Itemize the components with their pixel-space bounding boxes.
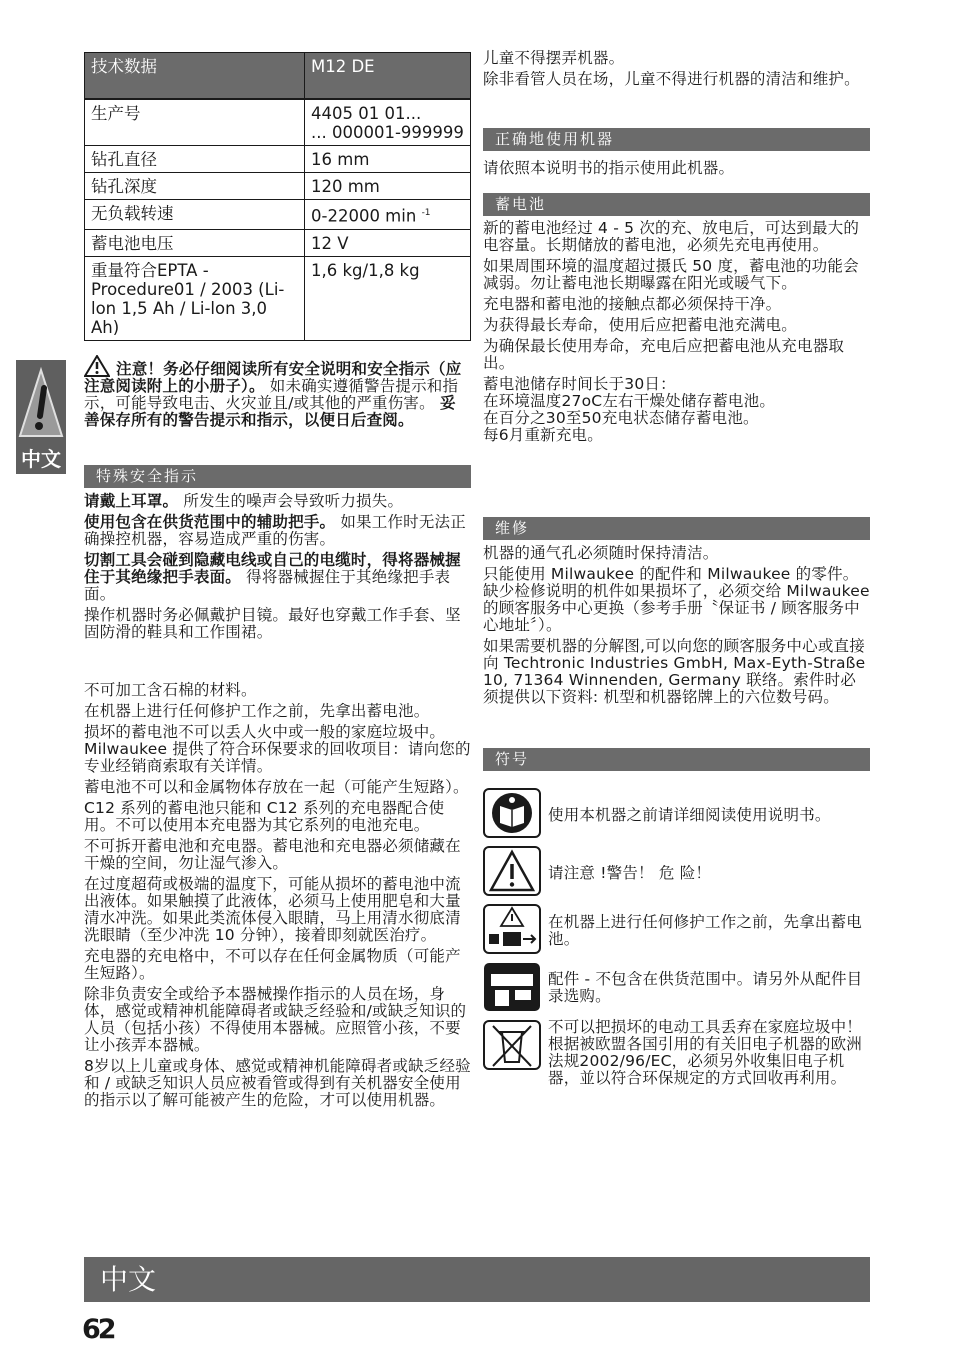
battery-content xyxy=(483,220,870,444)
section-header-battery: 蓄电池 xyxy=(483,193,870,216)
paragraph: 如果周围环境的温度超过摄氏 50 度，蓄电池的功能会减弱。勿让蓄电池长期曝露在阳光或暖气下。 xyxy=(483,257,859,292)
accessory-icon xyxy=(483,962,541,1012)
general-warning xyxy=(84,355,471,429)
paragraph: 除非看管人员在场，儿童不得进行机器的清洁和维护。 xyxy=(483,70,860,88)
spec-value: 120 mm xyxy=(305,173,471,200)
paragraph: 新的蓄电池经过 4 - 5 次的充、放电后，可达到最大的电容量。长期储放的蓄电池，必须先充电再使用。 xyxy=(483,219,860,254)
symbol-text: 使用本机器之前请详细阅读使用说明书。 xyxy=(548,806,831,824)
spec-label: 重量符合EPTA - Procedure01 / 2003 (Li-lon 1,5 Ah / Li-lon 3,0 Ah) xyxy=(85,256,305,340)
maintenance-content xyxy=(483,545,870,706)
table-row xyxy=(85,99,471,146)
symbol-text: 配件 - 不包含在供货范围中。请另外从配件目录选购。 xyxy=(548,970,863,1005)
right-top-paragraphs xyxy=(483,50,870,88)
spec-label: 钻孔深度 xyxy=(85,173,305,200)
safety-text: 所发生的噪声会导致听力损失。 xyxy=(183,492,404,510)
warning-triangle-icon xyxy=(483,846,541,896)
side-tab-label: 中文 xyxy=(21,447,61,471)
speed-unit-exponent: -1 xyxy=(421,208,431,218)
spec-label: 钻孔直径 xyxy=(85,146,305,173)
remove-battery-icon xyxy=(483,904,541,954)
section-header-maintenance: 维修 xyxy=(483,517,870,540)
correct-use-text: 请依照本说明书的指示使用此机器。 xyxy=(483,159,735,177)
paragraph: 机器的通气孔必须随时保持清洁。 xyxy=(483,544,719,562)
safety-bold: 请戴上耳罩。 xyxy=(84,492,179,510)
paragraph: 8岁以上儿童或身体、感觉或精神机能障碍者或缺乏经验和 / 或缺乏知识人员应被看管或得到有关机器安全使用的指示以了解可能被产生的危险，才可以使用机器。 xyxy=(84,1057,471,1109)
spec-value: 12 V xyxy=(305,229,471,256)
table-row xyxy=(85,200,471,230)
table-row xyxy=(85,173,471,200)
section-header-symbols: 符号 xyxy=(483,748,870,771)
spec-header-model: M12 DE xyxy=(305,53,471,100)
warning-bold-intro: 注意！务必仔细阅读所有安全说明和安全指示（应注意阅读附上的小册子）。 xyxy=(84,360,462,395)
warning-exclamation-icon xyxy=(18,366,64,440)
paragraph: 蓄电池不可以和金属物体存放在一起（可能产生短路）。 xyxy=(84,778,469,796)
storage-line: 在环境温度27oC左右干燥处储存蓄电池。 xyxy=(483,392,776,410)
warning-triangle-icon xyxy=(84,355,110,377)
spec-label: 无负载转速 xyxy=(85,200,305,230)
paragraph: 为获得最长寿命，使用后应把蓄电池充满电。 xyxy=(483,316,798,334)
paragraph: 除非负责安全或给予本器械操作指示的人员在场，身体，感觉或精神机能障碍者或缺乏经验和/或缺乏知识的人员（包括小孩）不得使用本器械。应照管小孩，不要让小孩弄本器械。 xyxy=(84,985,467,1054)
safety-paragraph: 操作机器时务必佩戴护目镜。最好也穿戴工作手套、坚固防滑的鞋具和工作围裙。 xyxy=(84,606,461,641)
section-header-correct-use: 正确地使用机器 xyxy=(483,128,870,151)
safety-paragraph xyxy=(84,514,471,548)
storage-line: 每6月重新充电。 xyxy=(483,426,603,444)
paragraph: 只能使用 Milwaukee 的配件和 Milwaukee 的零件。缺少检修说明的机件如果损坏了，必须交给 Milwaukee 的顾客服务中心更换（参考手册〝保证书 / 顾客服务中心地址〞）。 xyxy=(483,565,870,634)
symbol-text: 不可以把损坏的电动工具丢弃在家庭垃圾中！根据被欧盟各国引用的有关旧电子机器的欧洲法规2002/96/EC，必须另外收集旧电子机器，並以符合环保规定的方式回收再利用。 xyxy=(548,1018,863,1087)
safety-paragraph xyxy=(84,493,471,510)
spec-label: 蓄电池电压 xyxy=(85,229,305,256)
paragraph: 充电器的充电格中，不可以存在任何金属物质（可能产生短路）。 xyxy=(84,947,461,982)
paragraph: 为确保最长使用寿命，充电后应把蓄电池从充电器取出。 xyxy=(483,337,845,372)
spec-table xyxy=(84,52,471,341)
warning-bold-keep: 妥善保存所有的警告提示和指示，以便日后查阅。 xyxy=(84,394,456,429)
language-side-tab xyxy=(16,360,66,474)
safety-text: 得将器械握住于其绝缘把手表面。 xyxy=(84,568,451,603)
spec-value xyxy=(305,200,471,230)
weee-bin-icon xyxy=(483,1020,541,1070)
paragraph: C12 系列的蓄电池只能和 C12 系列的充电器配合使用。不可以使用本充电器为其它系列的电池充电。 xyxy=(84,799,445,834)
safety-paragraph xyxy=(84,552,471,603)
paragraph: 充电器和蓄电池的接触点都必须保持干净。 xyxy=(483,295,782,313)
special-safety-content xyxy=(84,493,471,641)
symbol-text: 请注意 !警告！ 危 险！ xyxy=(548,864,712,882)
section-header-special-safety: 特殊安全指示 xyxy=(84,465,471,488)
footer-language-bar xyxy=(84,1257,870,1302)
speed-value: 0-22000 min xyxy=(311,206,417,226)
paragraph: 如果需要机器的分解图,可以向您的顾客服务中心或直接向 Techtronic Industries GmbH, Max-Eyth-Straße 10, 71364 Winnenden, Germany 联络。索件时必须提供以下资料: 机型和机器铭牌上的六位数号码。 xyxy=(483,637,866,706)
table-row xyxy=(85,229,471,256)
paragraph: 损坏的蓄电池不可以丢人火中或一般的家庭垃圾中。Milwaukee 提供了符合环保要求的回收项目：请向您的专业经销商索取有关详情。 xyxy=(84,723,471,775)
safety-bold: 切割工具会碰到隐藏电线或自己的电缆时，得将器械握住于其绝缘把手表面。 xyxy=(84,551,461,586)
warning-text: 如未确实遵循警告提示和指示，可能导致电击、火灾並且/或其他的严重伤害。 xyxy=(84,377,459,412)
storage-line: 在百分之30至50充电状态储存蓄电池。 xyxy=(483,409,759,427)
left-paragraphs xyxy=(84,682,471,1109)
symbol-text: 在机器上进行任何修护工作之前，先拿出蓄电池。 xyxy=(548,913,863,948)
storage-line: 蓄电池储存时间长于30日： xyxy=(483,375,676,393)
spec-label: 生产号 xyxy=(85,99,305,146)
table-row xyxy=(85,146,471,173)
footer-language-label: 中文 xyxy=(100,1263,157,1296)
paragraph: 不可拆开蓄电池和充电器。蓄电池和充电器必须储藏在干燥的空间，勿让湿气渗入。 xyxy=(84,837,461,872)
paragraph: 在过度超荷或极端的温度下，可能从损坏的蓄电池中流出液体。如果触摸了此液体，必须马上使用肥皂和大量清水冲洗。如果此类流体侵入眼睛，马上用清水彻底清洗眼睛（至少冲洗 10 分钟），接着即刻就医治疗。 xyxy=(84,875,461,944)
paragraph: 儿童不得摆弄机器。 xyxy=(483,49,625,67)
spec-table-header xyxy=(85,53,471,100)
paragraph: 不可加工含石棉的材料。 xyxy=(84,681,257,699)
safety-bold: 使用包含在供货范围中的辅助把手。 xyxy=(84,513,336,531)
spec-value: 16 mm xyxy=(305,146,471,173)
table-row xyxy=(85,256,471,340)
safety-text: 如果工作时无法正确操控机器，容易造成严重的伤害。 xyxy=(84,513,466,548)
spec-value: 1,6 kg/1,8 kg xyxy=(305,256,471,340)
read-manual-icon xyxy=(483,788,541,838)
paragraph: 在机器上进行任何修护工作之前，先拿出蓄电池。 xyxy=(84,702,430,720)
page-number: 62 xyxy=(82,1314,114,1345)
spec-value: 4405 01 01... ... 000001-999999 xyxy=(305,99,471,146)
spec-header-label: 技术数据 xyxy=(85,53,305,100)
